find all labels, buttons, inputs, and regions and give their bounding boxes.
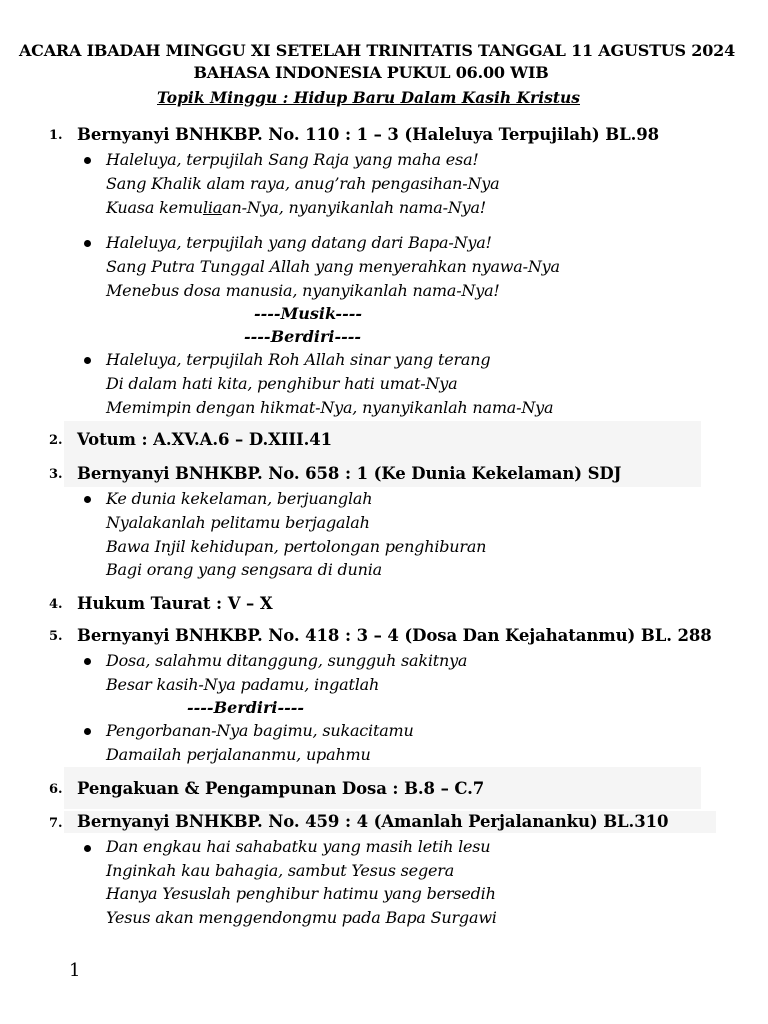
lyric-line: Kuasa kemuliaan-Nya, nyanyikanlah nama-Nya! — [106, 198, 487, 217]
lyric-line: Besar kasih-Nya padamu, ingatlah — [106, 675, 380, 694]
header-line-1: ACARA IBADAH MINGGU XI SETELAH TRINITATIS TANGGAL 11 AGUSTUS 2024 — [18, 41, 736, 60]
lyric-line: Memimpin dengan hikmat-Nya, nyanyikanlah nama-Nya — [106, 398, 554, 417]
cue-musik: ----Musik---- — [254, 304, 362, 323]
item-title: Hukum Taurat : V – X — [77, 594, 273, 613]
lyric-line: Damailah perjalananmu, upahmu — [106, 745, 371, 764]
lyric-line: Dosa, salahmu ditanggung, sungguh sakitnya — [106, 651, 468, 670]
sunday-topic: Topik Minggu : Hidup Baru Dalam Kasih Kristus — [157, 88, 580, 107]
lyric-line: Haleluya, terpujilah Sang Raja yang maha esa! — [106, 150, 479, 169]
item-number: 2. — [49, 433, 63, 448]
document-header — [0, 40, 768, 84]
page-number: 1 — [69, 960, 81, 981]
item-number: 7. — [49, 816, 63, 831]
lyric-line: Di dalam hati kita, penghibur hati umat-Nya — [106, 374, 458, 393]
lyric-line: Sang Putra Tunggal Allah yang menyerahkan nyawa-Nya — [106, 257, 560, 276]
item-title: Bernyanyi BNHKBP. No. 418 : 3 – 4 (Dosa Dan Kejahatanmu) BL. 288 — [77, 626, 712, 645]
item-number: 6. — [49, 782, 63, 797]
bullet-icon — [84, 496, 91, 503]
item-title: Bernyanyi BNHKBP. No. 658 : 1 (Ke Dunia Kekelaman) SDJ — [77, 464, 622, 483]
bullet-icon — [84, 357, 91, 364]
bullet-icon — [84, 728, 91, 735]
bullet-icon — [84, 658, 91, 665]
lyric-line: Nyalakanlah pelitamu berjagalah — [106, 513, 370, 532]
bullet-icon — [84, 157, 91, 164]
item-number: 4. — [49, 597, 63, 612]
item-title: Pengakuan & Pengampunan Dosa : B.8 – C.7 — [77, 779, 485, 798]
lyric-line: Dan engkau hai sahabatku yang masih letih lesu — [106, 837, 491, 856]
item-number: 3. — [49, 467, 63, 482]
lyric-line: Hanya Yesuslah penghibur hatimu yang bersedih — [106, 884, 496, 903]
lyric-line: Pengorbanan-Nya bagimu, sukacitamu — [106, 721, 414, 740]
bullet-icon — [84, 240, 91, 247]
header-line-2: BAHASA INDONESIA PUKUL 06.00 WIB — [193, 63, 549, 82]
cue-berdiri: ----Berdiri---- — [244, 327, 362, 346]
lyric-line: Haleluya, terpujilah Roh Allah sinar yang terang — [106, 350, 491, 369]
item-number: 5. — [49, 629, 63, 644]
item-title: Bernyanyi BNHKBP. No. 110 : 1 – 3 (Haleluya Terpujilah) BL.98 — [77, 125, 659, 144]
lyric-line: Haleluya, terpujilah yang datang dari Bapa-Nya! — [106, 233, 492, 252]
lyric-line: Bawa Injil kehidupan, pertolongan penghiburan — [106, 537, 487, 556]
item-title: Bernyanyi BNHKBP. No. 459 : 4 (Amanlah Perjalananku) BL.310 — [77, 812, 669, 831]
bullet-icon — [84, 845, 91, 852]
cue-berdiri: ----Berdiri---- — [187, 698, 305, 717]
lyric-line: Ke dunia kekelaman, berjuanglah — [106, 489, 373, 508]
item-title: Votum : A.XV.A.6 – D.XIII.41 — [77, 430, 333, 449]
item-number: 1. — [49, 128, 63, 143]
lyric-line: Inginkah kau bahagia, sambut Yesus segera — [106, 861, 455, 880]
lyric-line: Yesus akan menggendongmu pada Bapa Surgawi — [106, 908, 497, 927]
lyric-line: Menebus dosa manusia, nyanyikanlah nama-Nya! — [106, 281, 500, 300]
lyric-line: Sang Khalik alam raya, anug’rah pengasihan-Nya — [106, 174, 500, 193]
lyric-line: Bagi orang yang sengsara di dunia — [106, 560, 383, 579]
